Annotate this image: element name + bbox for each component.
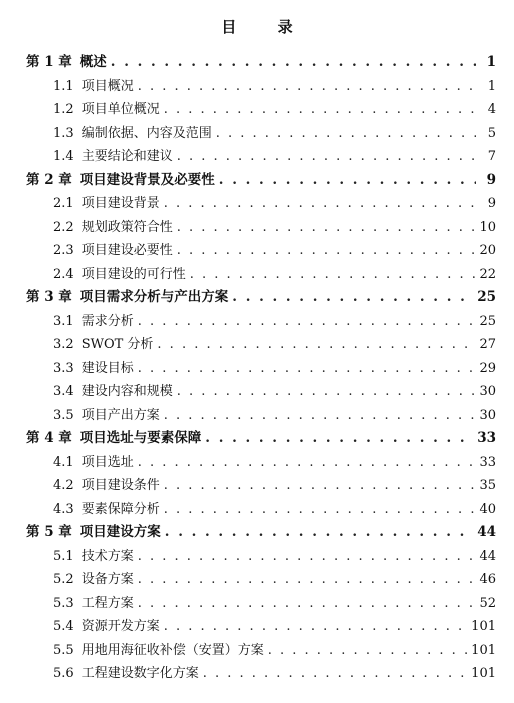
toc-entry-title: 设备方案 [81,572,134,587]
dot-leader [190,263,476,287]
toc-entry-title: 工程建设数字化方案 [81,666,199,681]
toc-entry-page-number: 46 [479,572,496,587]
toc-entry-page-number: 5 [487,125,496,141]
dot-leader [205,427,473,451]
toc-section-entry[interactable] [26,498,496,522]
toc-entry-page-number: 40 [479,501,496,517]
toc-section-entry[interactable] [26,192,496,216]
toc-entry-page-number: 101 [471,666,496,681]
toc-entry-title: 规划政策符合性 [81,219,173,235]
toc-entry-number: 2.1 [53,196,74,211]
toc-entry-page-number: 29 [479,360,496,376]
dot-leader [177,145,476,169]
dot-leader [177,216,476,240]
toc-entry-title: 项目建设方案 [79,524,161,540]
toc-section-entry[interactable] [26,592,496,616]
toc-entry-title: 编制依据、内容及范围 [81,125,212,141]
toc-entry-title: 建设目标 [81,360,134,376]
toc-entry-title: 项目建设背景 [81,196,160,211]
toc-section-entry[interactable] [26,122,496,146]
toc-entry-page-number: 25 [477,289,496,305]
toc-entry-number: 5.5 [53,642,74,658]
dot-leader [203,662,467,686]
toc-entry-number: 5.4 [53,619,74,634]
toc-entry-title: 技术方案 [81,548,134,564]
dot-leader [232,286,473,310]
toc-entry-number: 2.4 [53,266,74,282]
page-title: 目 录 [221,18,311,36]
toc-section-entry[interactable] [26,545,496,569]
toc-entry-number: 1.2 [53,102,74,117]
toc-entry-number: 3.4 [53,384,74,399]
toc-entry-number: 2.3 [53,243,74,258]
dot-leader [138,545,476,569]
toc-entry-page-number: 25 [479,313,496,329]
dot-leader [157,333,475,357]
toc-entry-page-number: 22 [479,266,496,282]
toc-entry-title: 项目选址与要素保障 [79,430,202,446]
toc-entry-number: 4.2 [53,478,74,493]
dot-leader [216,122,476,146]
toc-entry-page-number: 52 [479,595,496,611]
toc-entry-page-number: 10 [479,219,496,235]
dot-leader [138,310,476,334]
toc-section-entry[interactable] [26,263,496,287]
dot-leader [268,639,467,663]
toc-entry-page-number: 27 [479,337,496,352]
toc-entry-page-number: 33 [479,454,496,470]
toc-entry-title: 项目选址 [81,454,134,470]
toc-entry-number: 1.3 [53,125,74,141]
toc-entry-title: 项目产出方案 [81,407,160,423]
dot-leader [164,474,476,498]
toc-chapter-entry[interactable] [26,286,496,310]
toc-section-entry[interactable] [26,380,496,404]
toc-chapter-entry[interactable] [26,521,496,545]
toc-entry-title: 项目需求分析与产出方案 [79,289,229,305]
toc-entry-number: 第 4 章 [26,430,72,446]
toc-entry-title: 工程方案 [81,595,134,611]
toc-entry-title: 项目概况 [81,78,134,94]
toc-entry-number: 第 3 章 [26,289,72,305]
toc-entry-page-number: 30 [479,384,496,399]
toc-section-entry[interactable] [26,98,496,122]
dot-leader [177,239,476,263]
dot-leader [138,357,476,381]
toc-entry-page-number: 101 [471,642,496,658]
toc-section-entry[interactable] [26,662,496,686]
toc-entry-title: 项目建设背景及必要性 [79,171,215,188]
toc-section-entry[interactable] [26,474,496,498]
dot-leader [111,51,476,75]
toc-entry-number: 第 2 章 [26,171,72,188]
toc-entry-page-number: 9 [486,171,496,188]
toc-entry-number: 3.2 [53,337,74,352]
toc-section-entry[interactable] [26,216,496,240]
toc-section-entry[interactable] [26,145,496,169]
dot-leader [138,568,476,592]
toc-entry-title: 项目建设的可行性 [81,266,186,282]
toc-entry-number: 2.2 [53,219,74,235]
toc-section-entry[interactable] [26,333,496,357]
dot-leader [138,75,476,99]
toc-entry-page-number: 1 [486,54,496,70]
toc-entry-page-number: 1 [487,78,496,94]
toc-entry-number: 3.5 [53,407,74,423]
toc-section-entry[interactable] [26,568,496,592]
toc-entry-number: 第 5 章 [26,524,72,540]
toc-entry-title: 项目建设条件 [81,478,160,493]
toc-entry-page-number: 101 [471,619,496,634]
toc-entry-number: 4.1 [53,454,74,470]
toc-entry-page-number: 35 [479,478,496,493]
toc-entry-number: 4.3 [53,501,74,517]
dot-leader [138,592,476,616]
toc-entry-title: 主要结论和建议 [81,149,173,164]
toc-entry-number: 5.6 [53,666,74,681]
toc-entry-page-number: 4 [487,102,496,117]
dot-leader [164,98,476,122]
toc-entry-number: 1.4 [53,149,74,164]
toc-section-entry[interactable] [26,639,496,663]
toc-section-entry[interactable] [26,357,496,381]
toc-section-entry[interactable] [26,404,496,428]
toc-entry-number: 5.2 [53,572,74,587]
toc-entry-title: 项目建设必要性 [81,243,173,258]
dot-leader [164,498,476,522]
toc-entry-title: 要素保障分析 [81,501,160,517]
toc-entry-page-number: 33 [477,430,496,446]
dot-leader [164,404,476,428]
table-of-contents [26,51,496,686]
toc-entry-title: 资源开发方案 [81,619,160,634]
dot-leader [177,380,476,404]
toc-entry-number: 第 1 章 [26,54,72,70]
toc-entry-page-number: 44 [477,524,496,540]
toc-entry-page-number: 30 [479,407,496,423]
dot-leader [165,521,473,545]
toc-section-entry[interactable] [26,310,496,334]
toc-entry-page-number: 9 [487,196,496,211]
toc-section-entry[interactable] [26,75,496,99]
toc-section-entry[interactable] [26,615,496,639]
toc-entry-title: 建设内容和规模 [81,384,173,399]
toc-entry-number: 5.1 [53,548,74,564]
toc-entry-title: SWOT 分析 [81,337,154,352]
toc-section-entry[interactable] [26,451,496,475]
toc-entry-title: 概述 [79,54,107,70]
toc-entry-page-number: 44 [479,548,496,564]
toc-entry-number: 1.1 [53,78,74,94]
toc-section-entry[interactable] [26,239,496,263]
toc-chapter-entry[interactable] [26,169,496,193]
toc-entry-title: 需求分析 [81,313,134,329]
dot-leader [219,169,476,193]
dot-leader [164,615,467,639]
toc-entry-page-number: 20 [479,243,496,258]
dot-leader [138,451,476,475]
toc-chapter-entry[interactable] [26,51,496,75]
toc-entry-number: 5.3 [53,595,74,611]
dot-leader [164,192,476,216]
toc-chapter-entry[interactable] [26,427,496,451]
toc-entry-number: 3.1 [53,313,74,329]
toc-entry-title: 用地用海征收补偿（安置）方案 [81,642,264,658]
toc-entry-page-number: 7 [487,149,496,164]
toc-entry-number: 3.3 [53,360,74,376]
toc-entry-title: 项目单位概况 [81,102,160,117]
